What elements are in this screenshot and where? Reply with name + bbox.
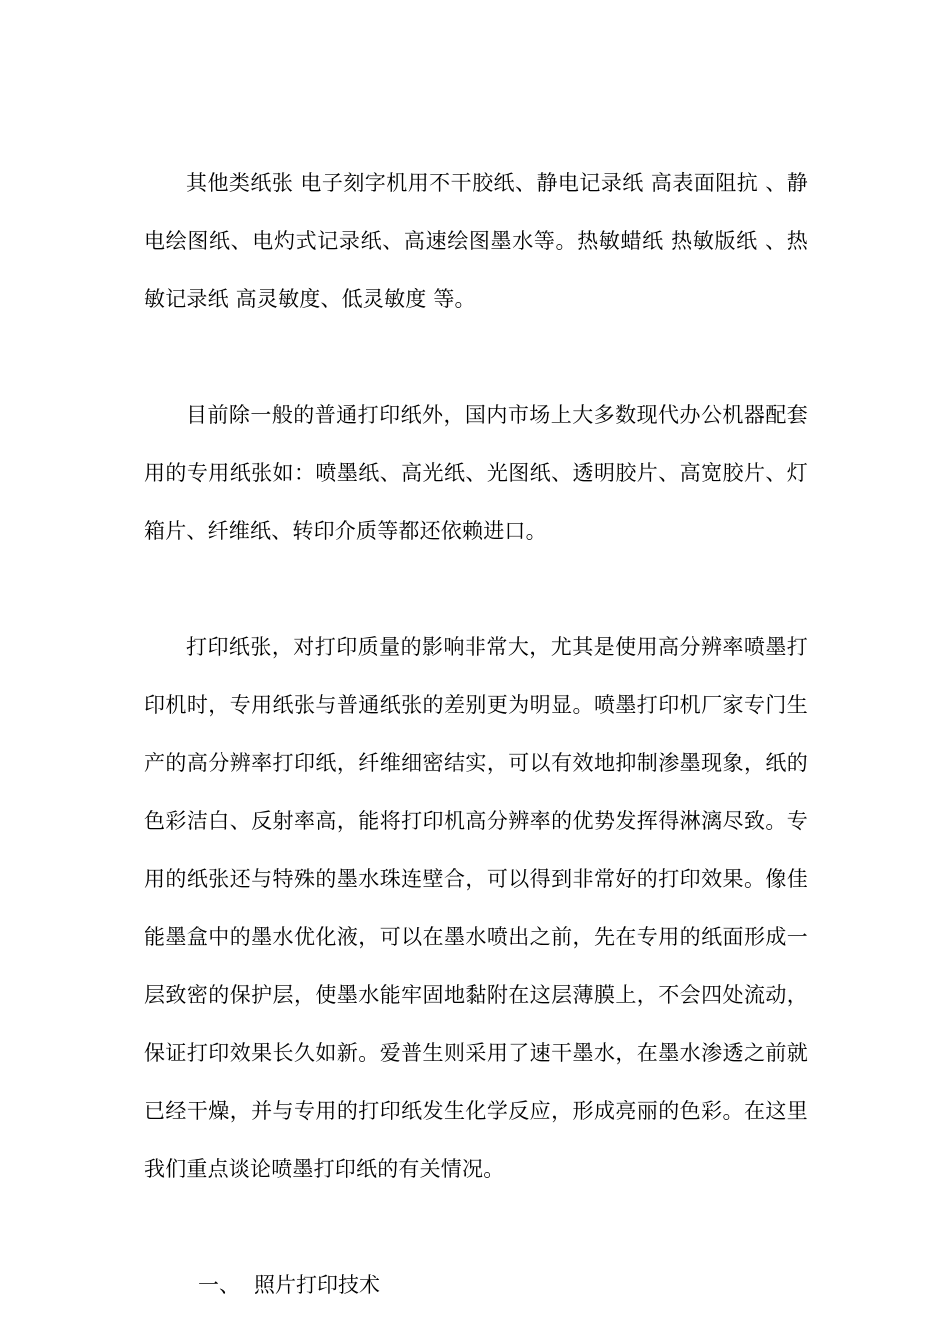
section-heading: [144, 1256, 808, 1314]
document-page: [144, 154, 808, 1314]
section-number: 一、: [198, 1273, 240, 1297]
section-title: 照片打印技术: [254, 1273, 380, 1297]
paragraph-other-paper-types: 其他类纸张 电子刻字机用不干胶纸、静电记录纸 高表面阻抗 、静电绘图纸、电灼式记录纸、高速绘图墨水等。热敏蜡纸 热敏版纸 、热敏记录纸 高灵敏度、低灵敏度 等。: [144, 171, 808, 311]
paragraph-print-quality: 打印纸张，对打印质量的影响非常大，尤其是使用高分辨率喷墨打印机时，专用纸张与普通纸张的差别更为明显。喷墨打印机厂家专门生产的高分辨率打印纸，纤维细密结实，可以有效地抑制渗墨现象，纸的色彩洁白、反射率高，能将打印机高分辨率的优势发挥得淋漓尽致。专用的纸张还与特殊的墨水珠连壁合，可以得到非常好的打印效果。像佳能墨盒中的墨水优化液，可以在墨水喷出之前，先在专用的纸面形成一层致密的保护层，使墨水能牢固地黏附在这层薄膜上，不会四处流动，保证打印效果长久如新。爱普生则采用了速干墨水，在墨水渗透之前就已经干燥，并与专用的打印纸发生化学反应，形成亮丽的色彩。在这里我们重点谈论喷墨打印纸的有关情况。: [144, 635, 808, 1181]
paragraph-special-paper-imports: 目前除一般的普通打印纸外，国内市场上大多数现代办公机器配套用的专用纸张如：喷墨纸、高光纸、光图纸、透明胶片、高宽胶片、灯箱片、纤维纸、转印介质等都还依赖进口。: [144, 403, 808, 543]
